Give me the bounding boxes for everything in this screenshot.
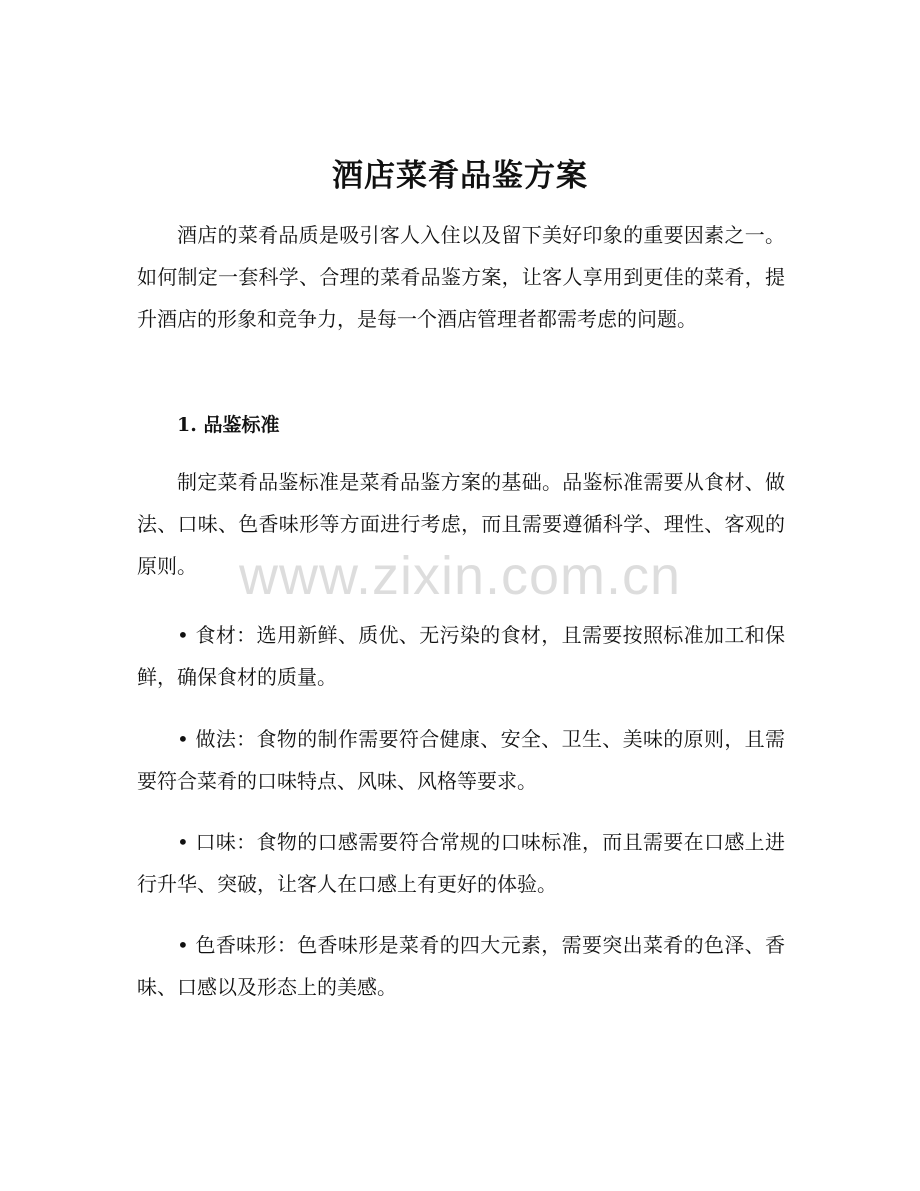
bullet-item-taste: • 口味：食物的口感需要符合常规的口味标准，而且需要在口感上进行升华、突破，让客人在口感上有更好的体验。	[137, 830, 785, 896]
section-heading: 1. 品鉴标准	[177, 414, 280, 436]
intro-paragraph: 酒店的菜肴品质是吸引客人入住以及留下美好印象的重要因素之一。如何制定一套科学、合理的菜肴品鉴方案，让客人享用到更佳的菜肴，提升酒店的形象和竞争力，是每一个酒店管理者都需考虑的问题。	[137, 223, 785, 331]
watermark: www.zixin.com.cn	[238, 546, 682, 606]
document-title: 酒店菜肴品鉴方案	[332, 158, 588, 194]
bullet-item-method: • 做法：食物的制作需要符合健康、安全、卫生、美味的原则，且需要符合菜肴的口味特点、风味、风格等要求。	[137, 727, 785, 793]
bullet-item-ingredients: • 食材：选用新鲜、质优、无污染的食材，且需要按照标准加工和保鲜，确保食材的质量。	[137, 623, 785, 689]
section-paragraph: 制定菜肴品鉴标准是菜肴品鉴方案的基础。品鉴标准需要从食材、做法、口味、色香味形等方面进行考虑，而且需要遵循科学、理性、客观的原则。	[137, 470, 785, 578]
bullet-item-color-aroma: • 色香味形：色香味形是菜肴的四大元素，需要突出菜肴的色泽、香味、口感以及形态上的美感。	[137, 933, 785, 999]
